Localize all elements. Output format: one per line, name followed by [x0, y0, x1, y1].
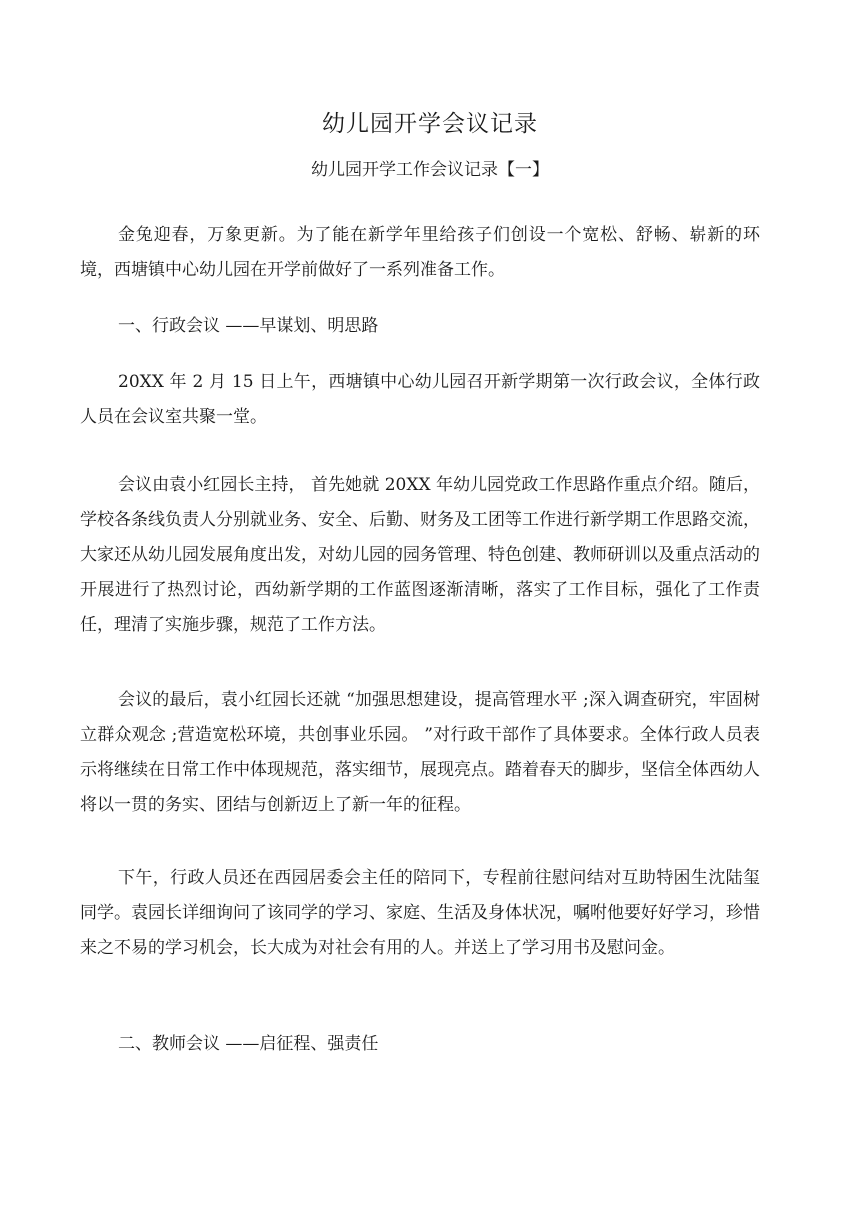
paragraph-3: 会议的最后，袁小红园长还就 “加强思想建设，提高管理水平 ;深入调查研究，牢固树立群众观念 ;营造宽松环境，共创事业乐园。 ”对行政干部作了具体要求。全体行政人员表示将继续在日常工作中体现规范，落实细节，展现亮点。踏着春天的脚步，坚信全体西幼人将以一贯的务实、团结与创新迈上了新一年的征程。 [80, 690, 760, 815]
section-1-heading: 一、行政会议 ——早谋划、明思路 [118, 316, 379, 336]
document-subtitle: 幼儿园开学工作会议记录【一】 [311, 160, 549, 180]
paragraph-2: 会议由袁小红园长主持， 首先她就 20XX 年幼儿园党政工作思路作重点介绍。随后，学校各条线负责人分别就业务、安全、后勤、财务及工团等工作进行新学期工作思路交流，大家还从幼儿园发展角度出发，对幼儿园的园务管理、特色创建、教师研训以及重点活动的开展进行了热烈讨论，西幼新学期的工作蓝图逐渐清晰，落实了工作目标，强化了工作责任，理清了实施步骤，规范了工作方法。 [80, 475, 760, 635]
paragraph-4: 下午，行政人员还在西园居委会主任的陪同下，专程前往慰问结对互助特困生沈陆玺同学。袁园长详细询问了该同学的学习、家庭、生活及身体状况，嘱咐他要好好学习，珍惜来之不易的学习机会，长大成为对社会有用的人。并送上了学习用书及慰问金。 [80, 868, 760, 958]
paragraph-1: 20XX 年 2 月 15 日上午，西塘镇中心幼儿园召开新学期第一次行政会议，全体行政人员在会议室共聚一堂。 [80, 372, 760, 427]
section-2-heading: 二、教师会议 ——启征程、强责任 [118, 1034, 379, 1054]
intro-paragraph: 金兔迎春，万象更新。为了能在新学年里给孩子们创设一个宽松、舒畅、崭新的环境，西塘镇中心幼儿园在开学前做好了一系列准备工作。 [80, 225, 760, 280]
document-title: 幼儿园开学会议记录 [322, 111, 538, 137]
